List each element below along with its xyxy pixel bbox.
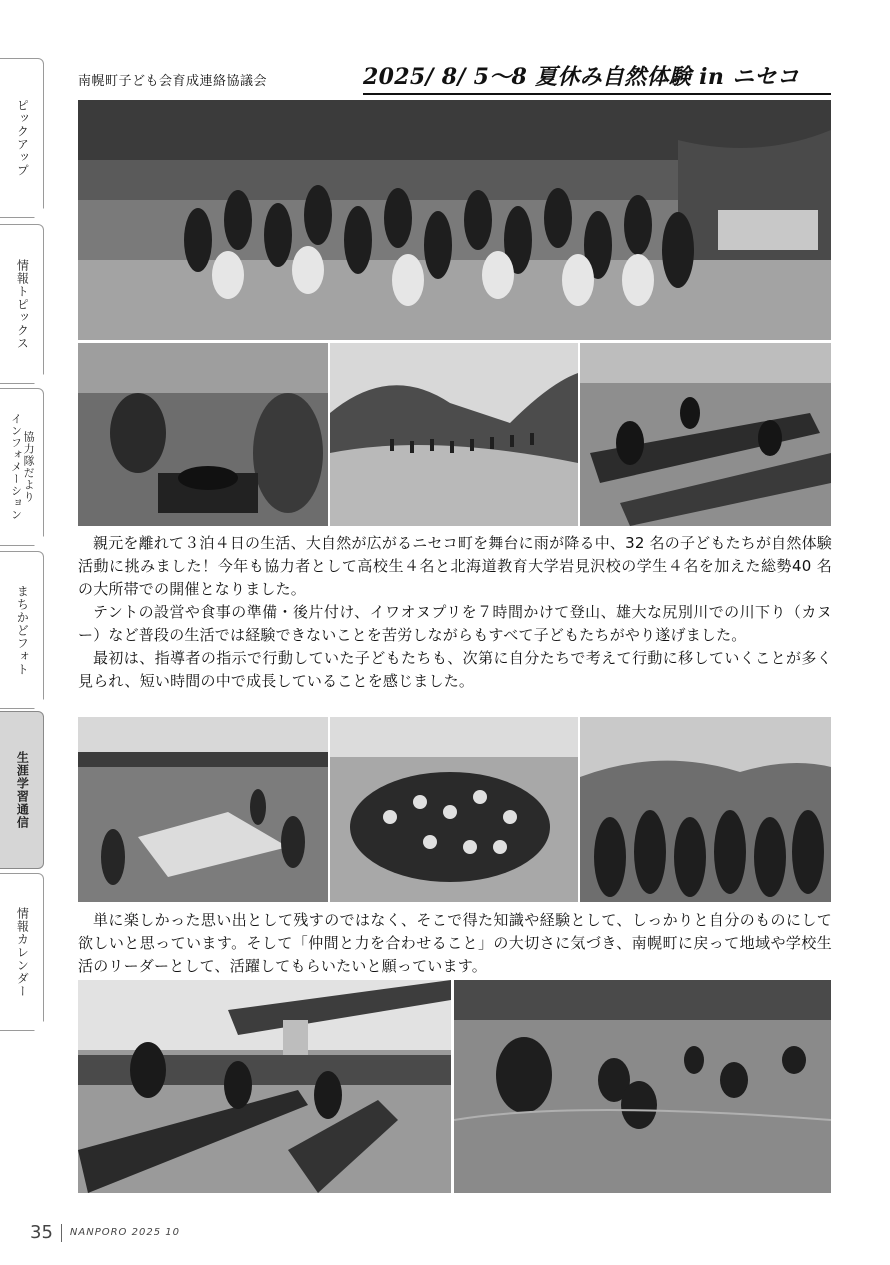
article-section-2 — [78, 909, 832, 978]
footer-divider — [61, 1224, 62, 1242]
tab-information-label-line2: 協力隊だより — [22, 431, 36, 503]
tab-machikado-photo[interactable] — [0, 551, 44, 709]
tab-information-label-line1: インフォメーション — [9, 413, 23, 521]
tab-info-calendar[interactable] — [0, 873, 44, 1031]
article-paragraph: 最初は、指導者の指示で行動していた子どもたちも、次第に自分たちで考えて行動に移していくことが多く見られ、短い時間の中で成長していることを感じました。 — [78, 649, 832, 690]
canoe-under-bridge-photo — [78, 980, 451, 1193]
article-paragraph: テントの設営や食事の準備・後片付け、イワオヌプリを７時間かけて登山、雄大な尻別川での川下り（カヌー）など普段の生活では経験できないことを苦労しながらもすべて子どもたちがやり遂げました。 — [78, 603, 832, 644]
canoe-photo — [580, 343, 831, 526]
page-number: 35 — [30, 1222, 53, 1243]
hiking-photo — [330, 343, 578, 526]
page-footer — [30, 1222, 180, 1243]
tab-fold-corner — [34, 536, 44, 546]
tab-fold-corner — [34, 374, 44, 384]
article-paragraph: 単に楽しかった思い出として残すのではなく、そこで得た知識や経験として、しっかりと自分のものにして欲しいと思っています。そして「仲間と力を合わせること」の大切さに気づき、南幌町に戻って地域や学校生活のリーダーとして、活躍してもらいたいと願っています。 — [78, 911, 832, 975]
article-section-1 — [78, 532, 832, 693]
cooking-photo — [78, 343, 328, 526]
side-tab-navigation — [0, 58, 48, 1038]
tab-machikado-photo-label: まちかどフォト — [15, 584, 30, 676]
tab-fold-corner — [34, 699, 44, 709]
tab-fold-corner — [34, 208, 44, 218]
summit-group-photo — [330, 717, 578, 902]
tab-pickup[interactable] — [0, 58, 44, 218]
tent-setup-photo — [78, 717, 328, 902]
organization-name: 南幌町子ども会育成連絡協議会 — [78, 74, 268, 89]
group-photo — [78, 100, 831, 340]
tab-info-topics[interactable] — [0, 224, 44, 384]
article-paragraph: 親元を離れて３泊４日の生活、大自然が広がるニセコ町を舞台に雨が降る中、32 名の子どもたちが自然体験活動に挑みました！今年も協力者として高校生４名と北海道教育大学岩見沢校の学生４名を加えた総勢40 名の大所帯での開催となりました。 — [78, 534, 832, 598]
mountain-group-photo — [580, 717, 831, 902]
tab-info-topics-label: 情報トピックス — [15, 258, 30, 350]
tab-information-kyoryokutai[interactable] — [0, 388, 44, 546]
river-swimming-photo — [454, 980, 831, 1193]
tab-lifelong-learning-label: 生涯学習通信 — [15, 751, 30, 829]
tab-fold-corner — [34, 1021, 44, 1031]
tab-info-calendar-label: 情報カレンダー — [15, 906, 30, 998]
publication-name: NANPORO 2025 10 — [69, 1227, 180, 1238]
event-title: 2025/ 8/ 5～8 夏休み自然体験 in ニセコ — [363, 60, 831, 95]
tab-pickup-label: ピックアップ — [15, 99, 30, 177]
tab-lifelong-learning[interactable] — [0, 711, 44, 869]
